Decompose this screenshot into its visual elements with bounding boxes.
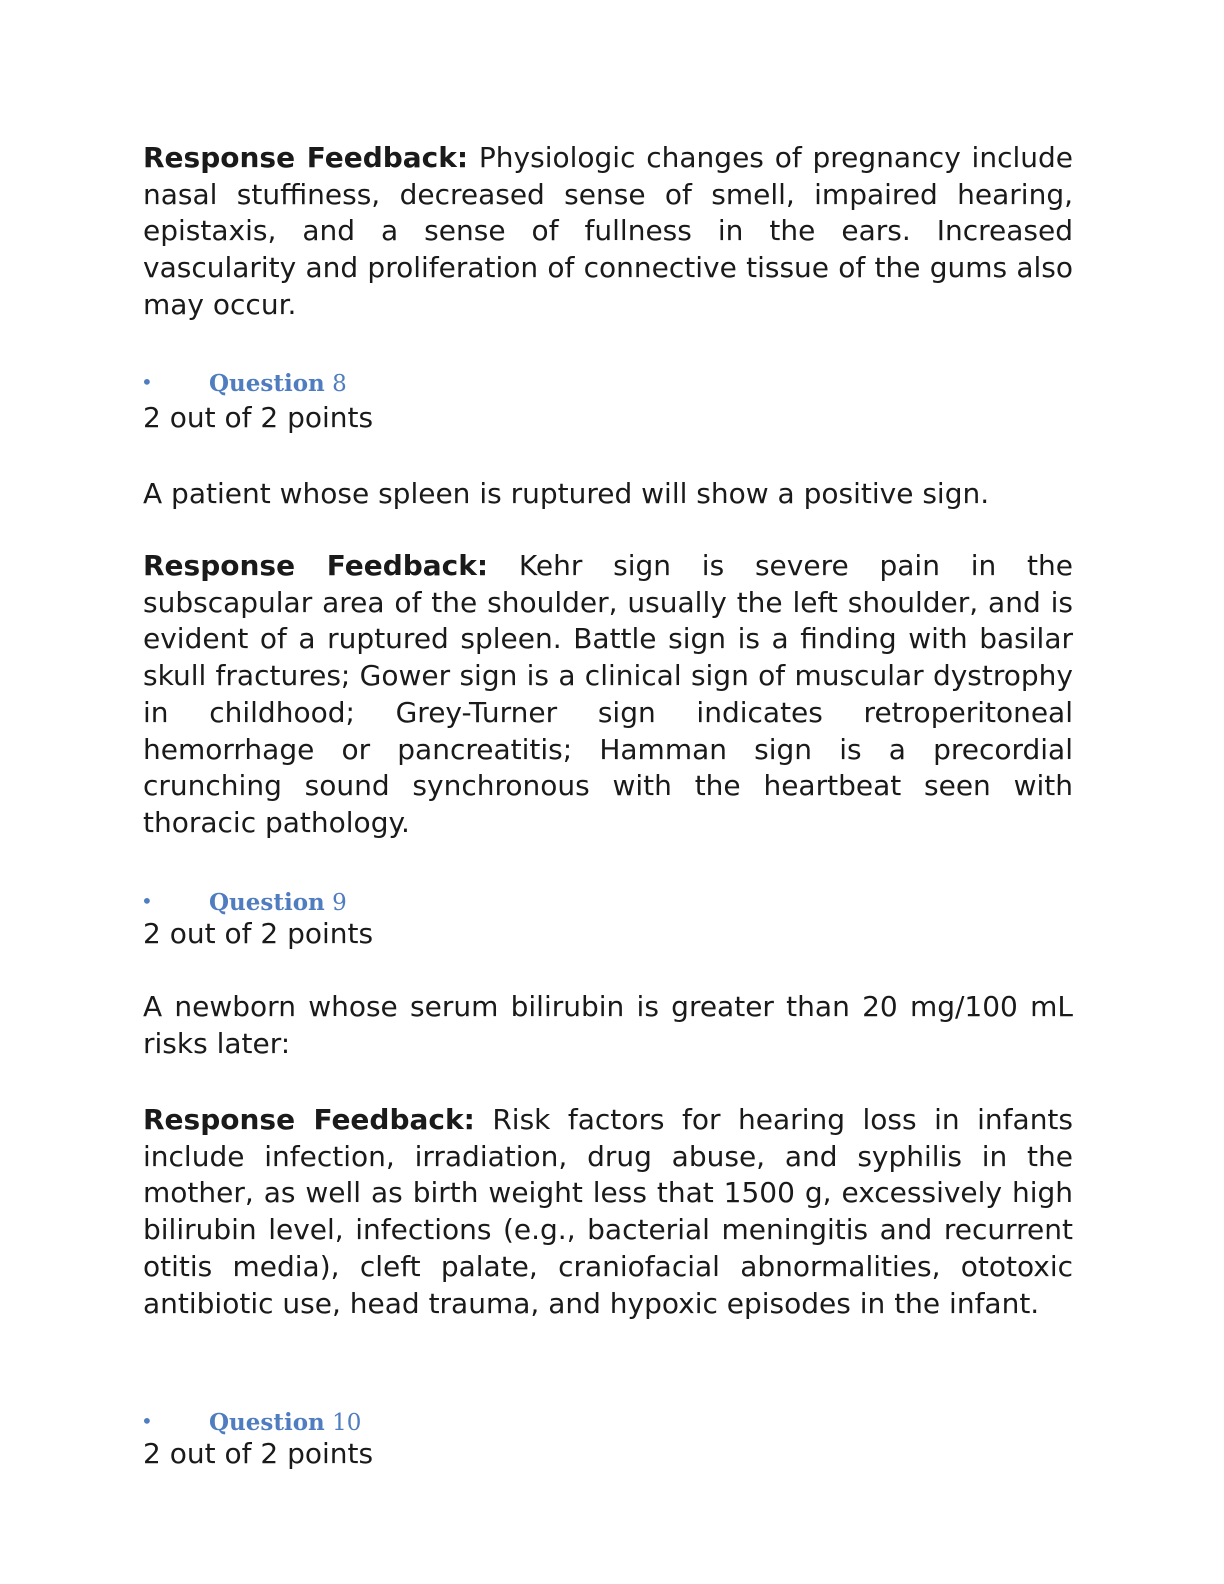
feedback-text: Kehr sign is severe pain in the subscapular area of the shoulder, usually the left shoulder, and is evident of a ruptured spleen. Battle sign is a finding with basilar skull fractures; Gower sign is a clinical sign of muscular dystrophy in childhood; Grey-Turner sign indicates retroperitoneal hemorrhage or pancreatitis; Hamman sign is a precordial crunching sound synchronous with the heartbeat seen with thoracic pathology. (143, 549, 1073, 839)
question-line (143, 1409, 1073, 1439)
question-number: 8 (332, 371, 347, 397)
question-heading (143, 1409, 1073, 1439)
feedback-block (143, 548, 1073, 842)
question-prompt-block (143, 989, 1073, 1062)
bullet-icon: • (141, 370, 153, 394)
question-prompt-block (143, 476, 1073, 513)
question-heading (143, 370, 1073, 400)
points-block (143, 400, 1073, 436)
feedback-text: Physiologic changes of pregnancy include nasal stuffiness, decreased sense of smell, impaired hearing, epistaxis, and a sense of fullness in the ears. Increased vascularity and proliferation of connective tissue of the gums also may occur. (143, 141, 1073, 321)
question-number: 9 (332, 890, 347, 916)
question-line (143, 889, 1073, 919)
feedback-text: Risk factors for hearing loss in infants include infection, irradiation, drug abuse, and syphilis in the mother, as well as birth weight less that 1500 g, excessively high bilirubin level, infections (e.g., bacterial meningitis and recurrent otitis media), cleft palate, craniofacial abnormalities, ototoxic antibiotic use, head trauma, and hypoxic episodes in the infant. (143, 1103, 1073, 1320)
question-prompt: A newborn whose serum bilirubin is greater than 20 mg/100 mL risks later: (143, 990, 1073, 1060)
question-heading (143, 889, 1073, 919)
feedback-paragraph (143, 1102, 1073, 1322)
feedback-label: Response Feedback: (143, 1103, 475, 1136)
bullet-icon: • (141, 889, 153, 913)
points-block (143, 1436, 1073, 1472)
bullet-icon: • (141, 1409, 153, 1433)
feedback-paragraph (143, 548, 1073, 842)
question-label (209, 370, 347, 397)
question-word: Question (209, 889, 325, 916)
question-word: Question (209, 1409, 325, 1436)
points-text: 2 out of 2 points (143, 917, 374, 950)
feedback-label: Response Feedback: (143, 141, 469, 174)
question-prompt: A patient whose spleen is ruptured will show a positive sign. (143, 477, 990, 510)
question-number: 10 (332, 1410, 362, 1436)
points-text: 2 out of 2 points (143, 401, 374, 434)
feedback-label: Response Feedback: (143, 549, 489, 582)
question-label (209, 889, 347, 916)
feedback-block (143, 1102, 1073, 1322)
feedback-paragraph (143, 140, 1073, 324)
points-text: 2 out of 2 points (143, 1437, 374, 1470)
feedback-block (143, 140, 1073, 324)
question-word: Question (209, 370, 325, 397)
question-label (209, 1409, 361, 1436)
points-block (143, 916, 1073, 952)
question-line (143, 370, 1073, 400)
